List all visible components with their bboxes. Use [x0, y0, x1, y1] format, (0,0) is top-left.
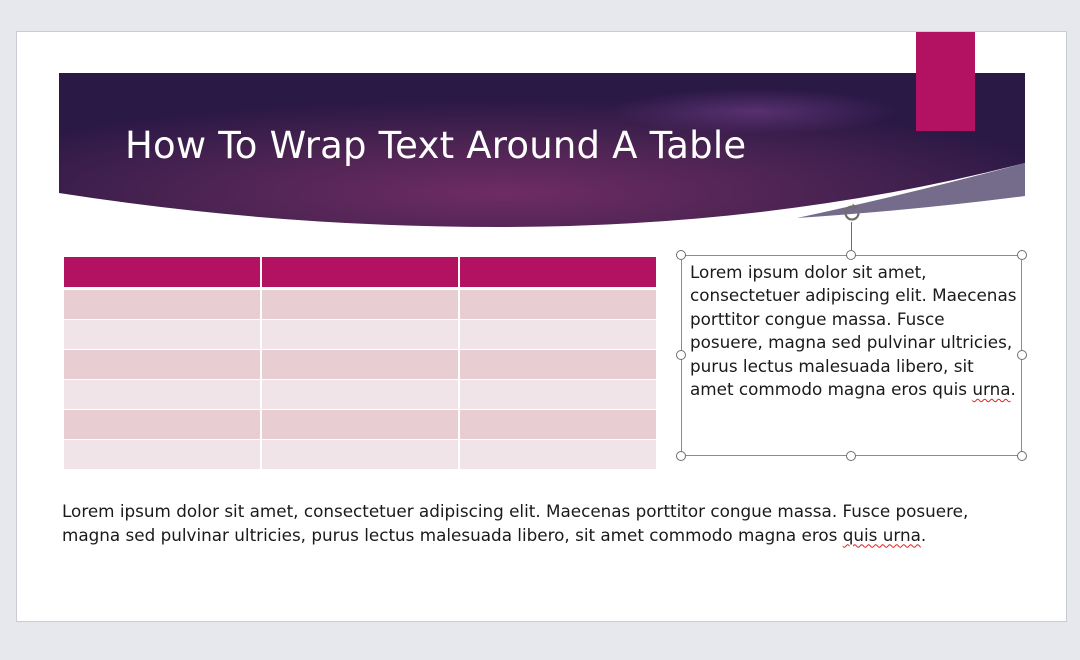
table-row	[63, 289, 657, 320]
accent-tab-shape[interactable]	[916, 32, 975, 131]
table-cell[interactable]	[261, 350, 459, 380]
table-cell[interactable]	[459, 320, 657, 350]
resize-handle-icon[interactable]	[676, 350, 686, 360]
table-cell[interactable]	[261, 320, 459, 350]
rotate-handle-stem	[851, 222, 852, 250]
body-text-end: .	[920, 524, 927, 545]
resize-handle-icon[interactable]	[846, 250, 856, 260]
slide-canvas[interactable]	[16, 31, 1067, 622]
table-cell[interactable]	[261, 289, 459, 320]
resize-handle-icon[interactable]	[1017, 451, 1027, 461]
table-cell[interactable]	[459, 350, 657, 380]
table-row	[63, 440, 657, 470]
table-cell[interactable]	[261, 380, 459, 410]
body-text: Lorem ipsum dolor sit amet, consectetuer adipiscing elit. Maecenas porttitor congue massa. Fusce posuere, magna sed pulvinar ultricies, purus lectus malesuada libero, sit amet commodo magna eros	[62, 501, 969, 545]
table-header-cell[interactable]	[459, 257, 657, 289]
text-box-paragraph[interactable]	[690, 261, 1020, 401]
body-paragraph[interactable]	[62, 500, 1022, 547]
table-cell[interactable]	[63, 380, 261, 410]
title-banner	[17, 32, 1067, 252]
table-header-cell[interactable]	[261, 257, 459, 289]
table-cell[interactable]	[63, 320, 261, 350]
table-cell[interactable]	[63, 289, 261, 320]
resize-handle-icon[interactable]	[676, 451, 686, 461]
selected-text-box[interactable]	[681, 255, 1022, 456]
table-cell[interactable]	[459, 440, 657, 470]
table-row	[63, 380, 657, 410]
slide-title[interactable]: How To Wrap Text Around A Table	[125, 124, 747, 167]
text-box-text-end: .	[1010, 379, 1016, 400]
resize-handle-icon[interactable]	[676, 250, 686, 260]
resize-handle-icon[interactable]	[1017, 250, 1027, 260]
table-cell[interactable]	[261, 440, 459, 470]
table-header-row	[63, 257, 657, 289]
table-cell[interactable]	[261, 410, 459, 440]
table-row	[63, 350, 657, 380]
table-cell[interactable]	[459, 380, 657, 410]
slide-table[interactable]	[62, 256, 658, 470]
table-row	[63, 320, 657, 350]
table-cell[interactable]	[63, 350, 261, 380]
text-box-text: Lorem ipsum dolor sit amet, consectetuer adipiscing elit. Maecenas porttitor congue massa. Fusce posuere, magna sed pulvinar ultricies, purus lectus malesuada libero, sit amet commodo magna eros quis	[690, 262, 1017, 400]
table-cell[interactable]	[63, 410, 261, 440]
resize-handle-icon[interactable]	[1017, 350, 1027, 360]
table-cell[interactable]	[459, 289, 657, 320]
resize-handle-icon[interactable]	[846, 451, 856, 461]
rotate-handle-icon[interactable]	[840, 201, 864, 225]
table-cell[interactable]	[459, 410, 657, 440]
spelling-flag[interactable]: quis urna	[842, 524, 921, 545]
table-row	[63, 410, 657, 440]
table-header-cell[interactable]	[63, 257, 261, 289]
table-cell[interactable]	[63, 440, 261, 470]
spelling-flag[interactable]: urna	[972, 379, 1011, 400]
